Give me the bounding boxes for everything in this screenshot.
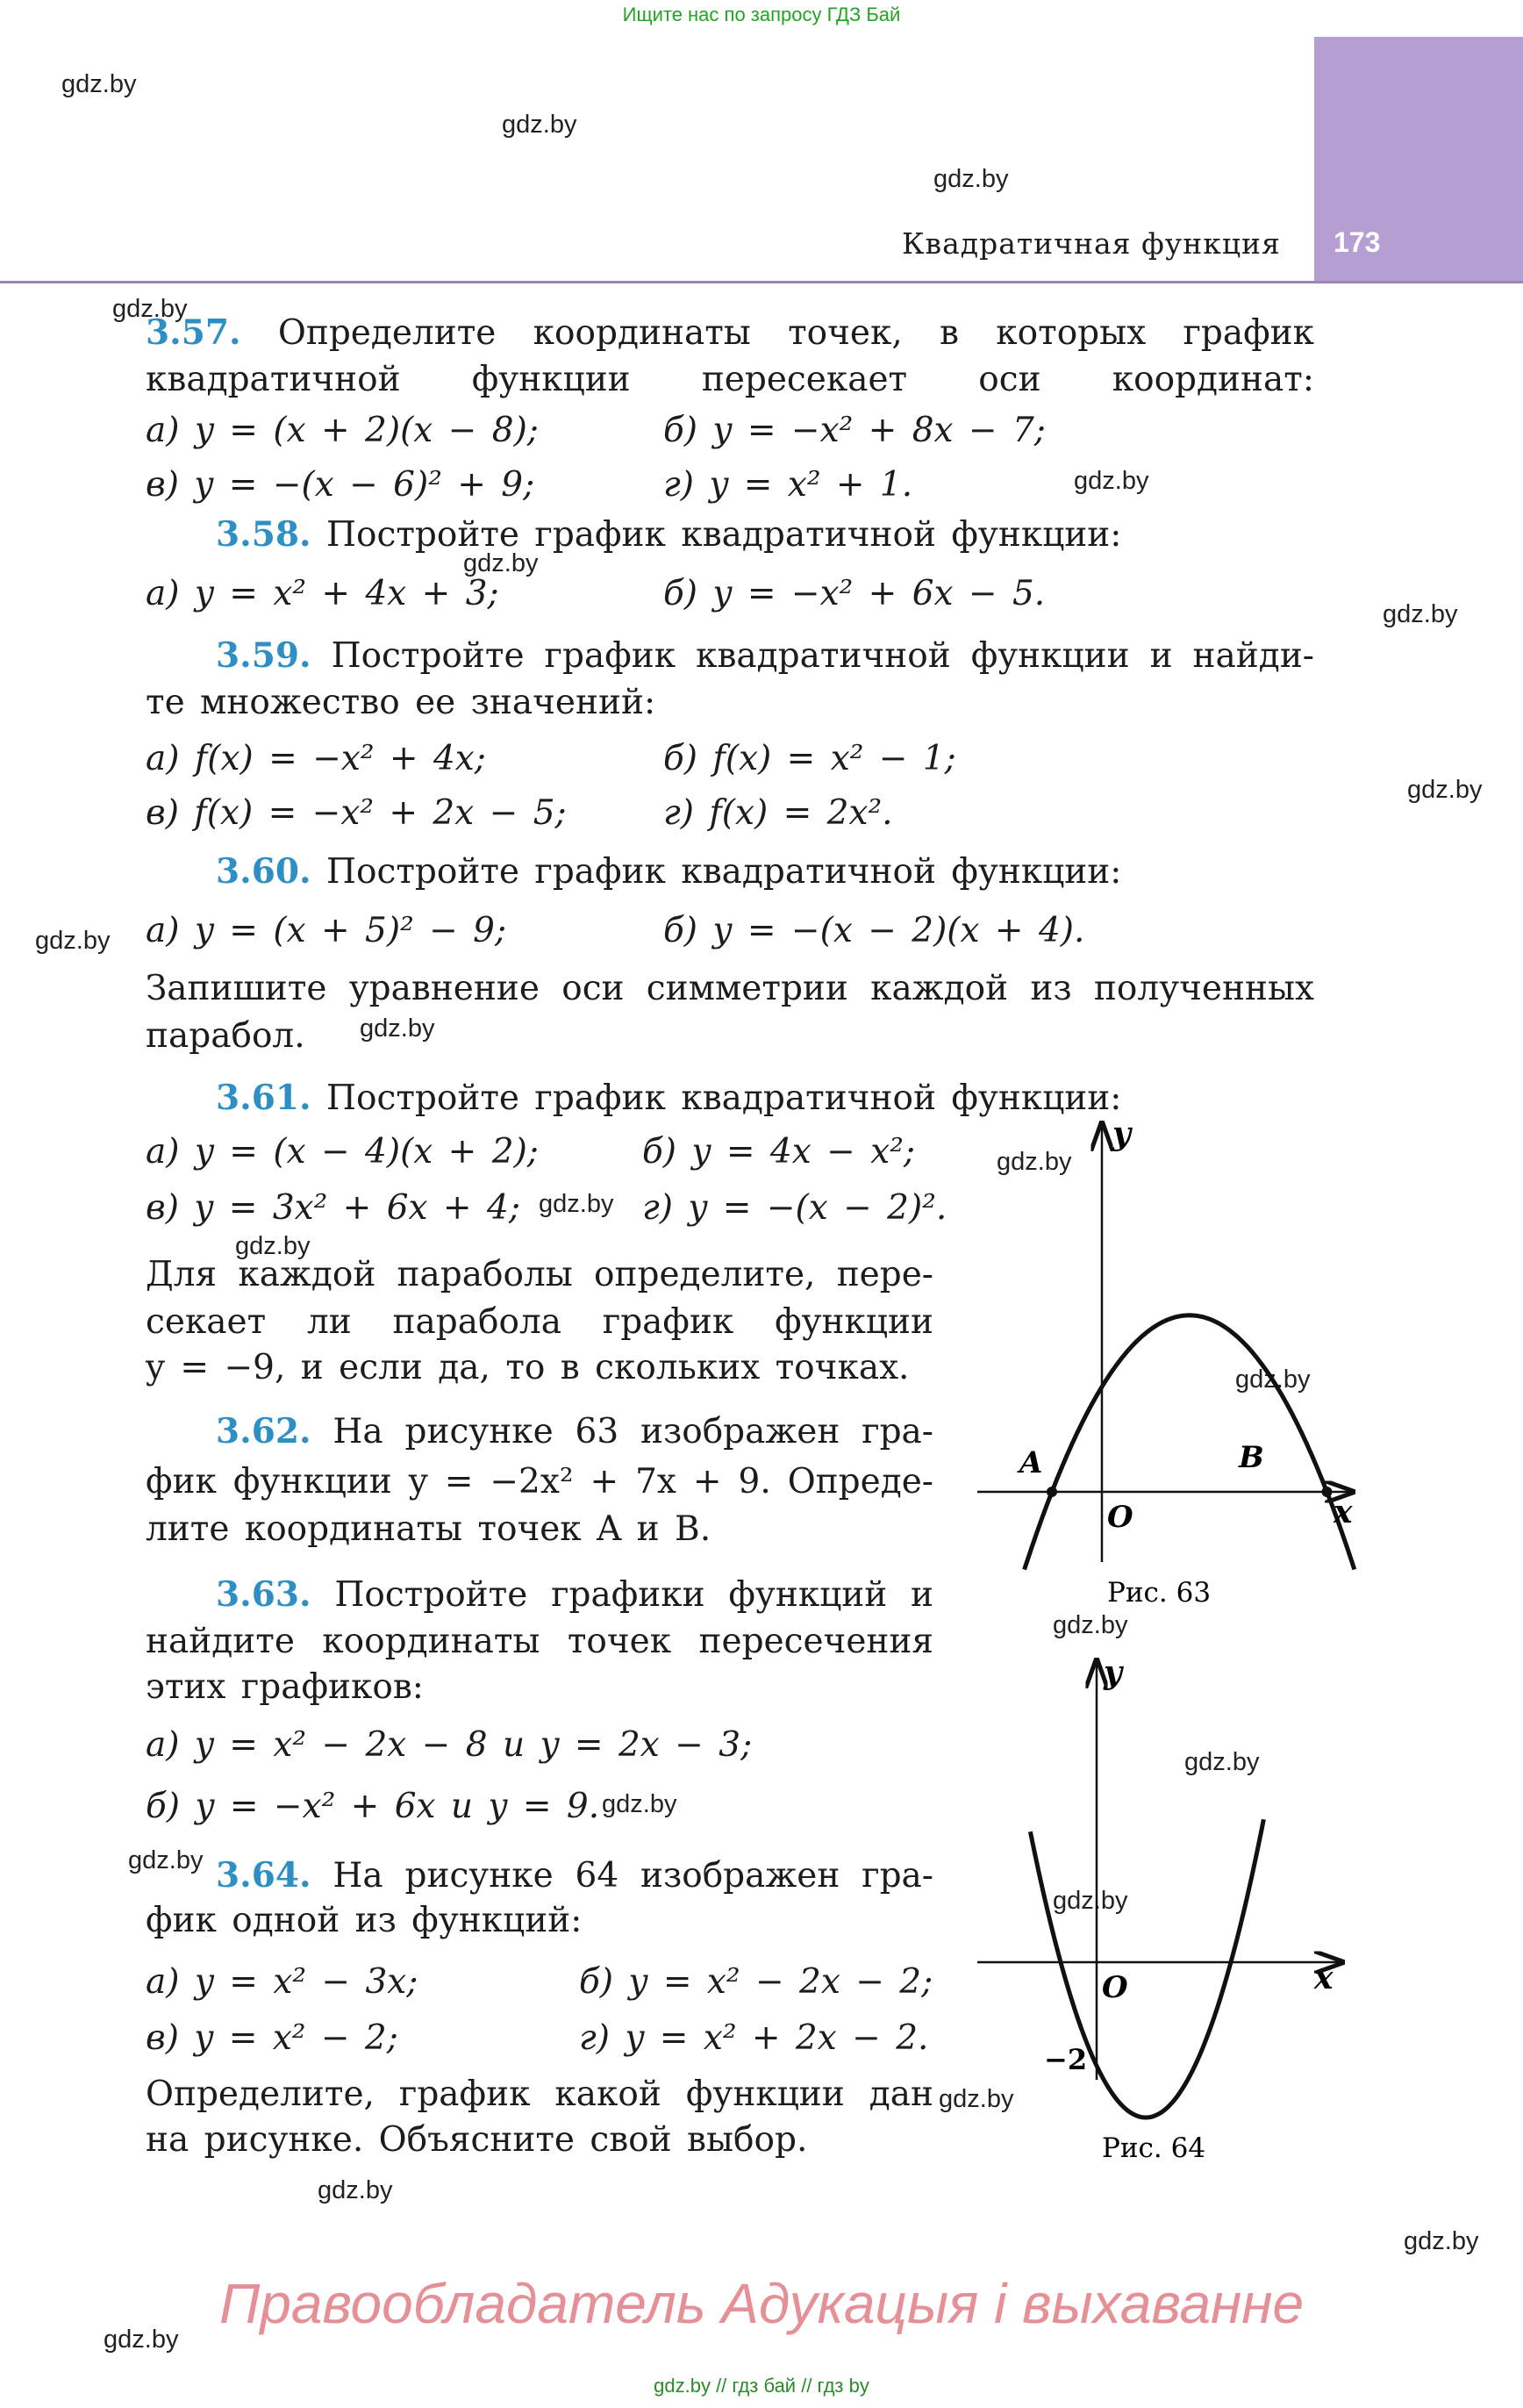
x-label: x: [1334, 1494, 1353, 1530]
top-banner-link[interactable]: Ищите нас по запросу ГДЗ Бай: [622, 4, 901, 25]
watermark: gdz.by: [318, 2176, 393, 2204]
problem-3-59-line1: [216, 635, 1314, 676]
intercept-label: −2: [1044, 2043, 1088, 2076]
figure-caption: Рис. 63: [1107, 1577, 1212, 1609]
problem-3-63-line2: найдите координаты точек пересечения: [146, 1622, 933, 1661]
problem-3-63-a: а) y = x² − 2x − 8 и y = 2x − 3;: [146, 1725, 753, 1765]
watermark: gdz.by: [1383, 600, 1458, 628]
point-a: [1047, 1487, 1057, 1497]
watermark: gdz.by: [35, 927, 111, 955]
footer-links[interactable]: gdz.by // гдз бай // гдз by: [654, 2375, 869, 2397]
problem-3-64-d: г) y = x² + 2x − 2.: [579, 2018, 929, 2058]
problem-3-60-b: б) y = −(x − 2)(x + 4).: [663, 911, 1085, 950]
problem-3-59-a: а) f(x) = −x² + 4x;: [146, 739, 486, 778]
watermark: gdz.by: [112, 295, 188, 323]
watermark: gdz.by: [1074, 467, 1149, 495]
figure-63: [965, 1114, 1360, 1641]
watermark: gdz.by: [1407, 776, 1483, 804]
watermark: gdz.by: [1053, 1611, 1128, 1639]
problem-3-61-d: г) y = −(x − 2)².: [642, 1188, 947, 1228]
figure-64: [965, 1650, 1360, 2176]
page-number: 173: [1334, 226, 1381, 258]
problem-3-61-c: в) y = 3x² + 6x + 4;: [146, 1188, 520, 1228]
watermark: gdz.by: [602, 1790, 677, 1818]
problem-3-61-a: а) y = (x − 4)(x + 2);: [146, 1132, 539, 1172]
problem-3-58-a: а) y = x² + 4x + 3;: [146, 574, 499, 613]
watermark: gdz.by: [1404, 2227, 1479, 2255]
watermark: gdz.by: [61, 70, 137, 98]
watermark: gdz.by: [1184, 1748, 1260, 1776]
point-b-label: B: [1239, 1440, 1264, 1475]
watermark: gdz.by: [1235, 1365, 1311, 1394]
problem-3-58: [216, 514, 1121, 555]
problem-3-64-line2: фик одной из функций:: [146, 1901, 583, 1940]
problem-3-57-line1: [146, 312, 1314, 353]
problem-3-59-c: в) f(x) = −x² + 2x − 5;: [146, 793, 567, 833]
problem-number: 3.63.: [216, 1574, 311, 1615]
problem-text: На рисунке 64 изображен гра-: [332, 1856, 933, 1896]
watermark: gdz.by: [1053, 1887, 1128, 1915]
y-label: y: [1112, 1115, 1131, 1152]
problem-3-57-d: г) y = x² + 1.: [663, 465, 913, 505]
header-divider: [0, 281, 1523, 283]
problem-3-57-line2: квадратичной функции пересекает оси координат:: [146, 360, 1314, 399]
watermark: gdz.by: [997, 1148, 1072, 1176]
watermark: gdz.by: [502, 111, 577, 139]
problem-3-64-line1: [216, 1855, 933, 1896]
y-label: y: [1104, 1654, 1122, 1691]
problem-3-62-line2: фик функции y = −2x² + 7x + 9. Опреде-: [146, 1462, 933, 1501]
problem-3-61: [216, 1078, 1121, 1118]
origin-label: O: [1102, 1970, 1128, 2005]
problem-3-64-line3: Определите, график какой функции дан: [146, 2075, 933, 2114]
figure-caption: Рис. 64: [1102, 2132, 1206, 2164]
problem-number: 3.61.: [216, 1078, 311, 1118]
problem-3-63-b: б) y = −x² + 6x и y = 9.: [146, 1787, 600, 1826]
problem-3-63-line1: [216, 1574, 933, 1615]
watermark: gdz.by: [235, 1232, 311, 1260]
problem-text: Постройте график квадратичной функции:: [325, 1079, 1122, 1118]
problem-3-60-line4: парабол.: [146, 1016, 305, 1056]
problem-3-64-b: б) y = x² − 2x − 2;: [579, 1962, 933, 2002]
problem-3-57-c: в) y = −(x − 6)² + 9;: [146, 465, 535, 505]
problem-3-57-a: а) y = (x + 2)(x − 8);: [146, 411, 539, 450]
watermark: gdz.by: [539, 1190, 614, 1218]
problem-3-60: [216, 851, 1121, 892]
problem-3-58-b: б) y = −x² + 6x − 5.: [663, 574, 1046, 613]
problem-3-62-line3: лите координаты точек A и B.: [146, 1509, 711, 1549]
problem-3-62-line1: [216, 1411, 933, 1451]
problem-text: Постройте график квадратичной функции:: [325, 515, 1122, 555]
problem-3-61-line3: y = −9, и если да, то в скольких точках.: [146, 1348, 910, 1387]
watermark: gdz.by: [104, 2326, 179, 2354]
problem-3-60-a: а) y = (x + 5)² − 9;: [146, 911, 507, 950]
problem-text: Постройте график квадратичной функции:: [325, 852, 1122, 892]
problem-number: 3.62.: [216, 1411, 311, 1451]
copyright-text: Правообладатель Адукацыя і выхаванне: [218, 2272, 1305, 2335]
problem-3-59-d: г) f(x) = 2x².: [663, 793, 893, 833]
problem-text: Определите координаты точек, в которых график: [277, 313, 1314, 353]
problem-3-57-b: б) y = −x² + 8x − 7;: [663, 411, 1046, 450]
parabola: [1025, 1315, 1355, 1570]
problem-number: 3.64.: [216, 1855, 311, 1896]
watermark: gdz.by: [463, 549, 539, 577]
problem-3-64-c: в) y = x² − 2;: [146, 2018, 398, 2058]
problem-3-64-line4: на рисунке. Объясните свой выбор.: [146, 2120, 808, 2160]
problem-3-64-a: а) y = x² − 3x;: [146, 1962, 418, 2002]
problem-number: 3.60.: [216, 851, 311, 892]
x-label: x: [1314, 1960, 1334, 1996]
problem-text: Постройте графики функций и: [334, 1575, 933, 1615]
running-title: Квадратичная функция: [902, 226, 1281, 261]
problem-3-60-line3: Запишите уравнение оси симметрии каждой из полученных: [146, 969, 1314, 1008]
origin-label: O: [1107, 1500, 1133, 1535]
problem-3-61-line1: Для каждой параболы определите, пере-: [146, 1255, 933, 1294]
problem-3-61-line2: секает ли парабола график функции: [146, 1302, 933, 1342]
point-a-label: A: [1019, 1445, 1043, 1480]
problem-3-59-line2: те множество ее значений:: [146, 683, 656, 722]
watermark: gdz.by: [360, 1014, 435, 1043]
problem-text: На рисунке 63 изображен гра-: [332, 1412, 933, 1451]
problem-number: 3.57.: [146, 312, 241, 353]
watermark: gdz.by: [933, 165, 1009, 193]
watermark: gdz.by: [939, 2085, 1014, 2113]
problem-3-59-b: б) f(x) = x² − 1;: [663, 739, 956, 778]
problem-number: 3.58.: [216, 514, 311, 555]
point-b: [1322, 1487, 1333, 1497]
problem-text: Постройте график квадратичной функции и найди-: [331, 636, 1314, 676]
watermark: gdz.by: [128, 1846, 204, 1874]
problem-3-63-line3: этих графиков:: [146, 1667, 424, 1707]
problem-number: 3.59.: [216, 635, 311, 676]
problem-3-61-b: б) y = 4x − x²;: [642, 1132, 915, 1172]
